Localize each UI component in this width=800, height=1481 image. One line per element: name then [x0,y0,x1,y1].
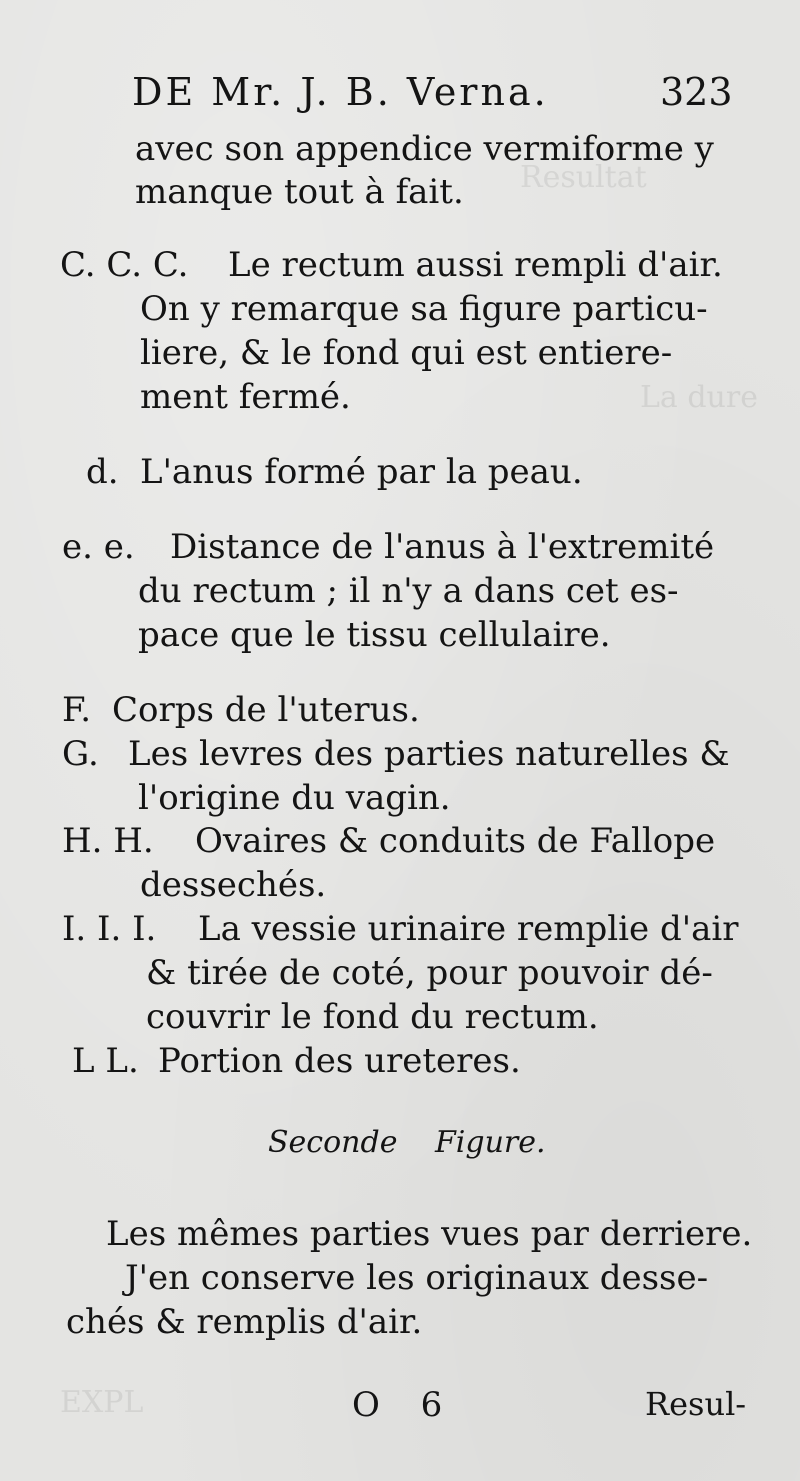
entry-text: Le rectum aussi rempli d'air. [228,245,723,285]
entry-label: G. [62,734,99,774]
entry-text: du rectum ; il n'y a dans cet es- [138,571,679,611]
entry-text: La vessie urinaire remplie d'air [198,909,739,949]
show-through-text: La dure [640,380,758,415]
entry-text: On y remarque sa figure particu- [140,289,708,329]
entry-label: e. e. [62,527,135,567]
entry-text: liere, & le fond qui est entiere- [140,333,673,373]
entry-label: d. [86,452,119,492]
signature-mark: O 6 [352,1385,443,1425]
entry-text: Distance de l'anus à l'extremité [170,527,715,567]
entry-text: Portion des ureteres. [158,1041,521,1081]
entry-text: ment fermé. [140,377,351,417]
entry-text: Les levres des parties naturelles & [128,734,730,774]
entry-text: L'anus formé par la peau. [140,452,583,492]
section-title: Seconde Figure. [268,1125,546,1160]
entry-text: & tirée de coté, pour pouvoir dé- [146,953,713,993]
show-through-text: Resultat [520,160,647,195]
closing-text: Les mêmes parties vues par derriere. [106,1214,753,1254]
entry-text: Corps de l'uterus. [112,690,420,730]
catchword: Resul- [645,1385,747,1423]
text-line: manque tout à fait. [135,172,464,212]
entry-text: Ovaires & conduits de Fallope [195,821,716,861]
entry-label: H. H. [62,821,154,861]
closing-text: J'en conserve les originaux desse- [125,1258,709,1298]
page-number: 323 [660,70,733,114]
entry-text: couvrir le fond du rectum. [146,997,599,1037]
entry-label: F. [62,690,92,730]
text-line: avec son appendice vermiforme y [135,129,714,169]
entry-label: I. I. I. [62,909,157,949]
entry-text: dessechés. [140,865,327,905]
closing-text: chés & remplis d'air. [66,1302,423,1342]
entry-text: l'origine du vagin. [138,778,451,818]
entry-label: L L. [72,1041,139,1081]
running-header: DE Mr. J. B. Verna. [132,70,549,114]
entry-text: pace que le tissu cellulaire. [138,615,611,655]
show-through-text: EXPL [60,1385,144,1420]
entry-label: C. C. C. [60,245,189,285]
